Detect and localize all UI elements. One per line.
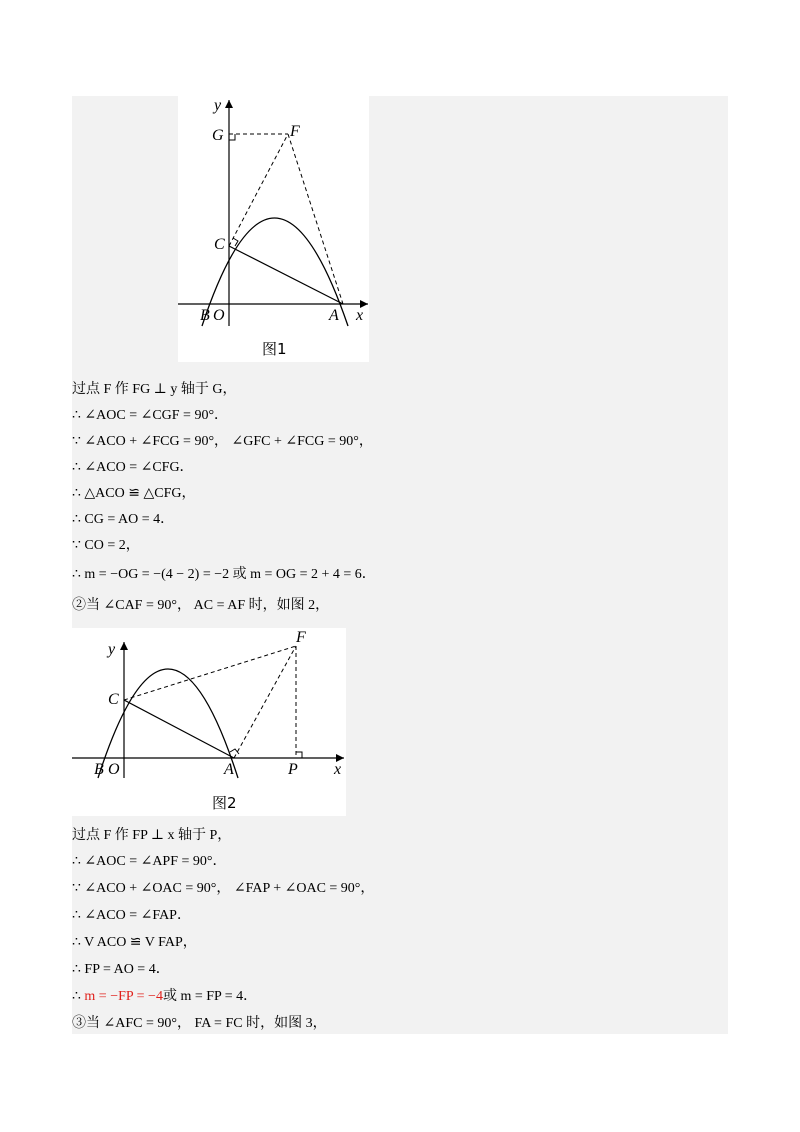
label-O: O (213, 307, 225, 324)
label-P: P (288, 761, 298, 778)
label-A: A (224, 761, 234, 778)
line-15: ∴ FP = AO = 4． (72, 962, 170, 977)
line-7: ∵ CO = 2， (72, 538, 140, 553)
solution-content (72, 96, 728, 1034)
red-equation: m = −FP = −4 (84, 989, 163, 1004)
figure-1 (178, 96, 369, 362)
figure-2-diagram (72, 628, 346, 816)
line-12: ∵ ∠ACO + ∠OAC = 90°， ∠FAP + ∠OAC = 90°， (72, 881, 375, 896)
label-B: B (94, 761, 104, 778)
line-16 (72, 987, 257, 1007)
figure-1-caption: 图1 (262, 340, 287, 358)
label-x: x (356, 307, 364, 324)
line-5: ∴ △ACO ≌ △CFG， (72, 486, 196, 501)
label-y: y (108, 641, 116, 658)
figure-1-diagram (178, 96, 369, 362)
label-F: F (290, 123, 300, 140)
line-17: ③当 ∠AFC = 90°， FA = FC 时，如图 3， (72, 1016, 327, 1031)
line-11: ∴ ∠AOC = ∠APF = 90°． (72, 854, 227, 869)
line-13: ∴ ∠ACO = ∠FAP． (72, 908, 191, 923)
label-A: A (329, 307, 339, 324)
figure-2 (72, 628, 346, 816)
label-C: C (214, 236, 225, 253)
line-10: 过点 F 作 FP ⊥ x 轴于 P， (72, 828, 232, 843)
line-6: ∴ CG = AO = 4． (72, 512, 175, 527)
line-4: ∴ ∠ACO = ∠CFG． (72, 460, 194, 475)
line-14: ∴ V ACO ≌ V FAP， (72, 935, 197, 950)
label-O: O (108, 761, 120, 778)
label-B: B (200, 307, 210, 324)
label-x: x (334, 761, 342, 778)
line-9: ②当 ∠CAF = 90°， AC = AF 时，如图 2， (72, 598, 330, 613)
label-F: F (296, 629, 306, 646)
line-16-prefix: ∴ (72, 989, 85, 1004)
label-G: G (212, 127, 224, 144)
label-y: y (214, 97, 222, 114)
line-16-rest: 或 m = FP = 4． (162, 989, 258, 1004)
figure-2-caption: 图2 (212, 794, 237, 812)
line-2: ∴ ∠AOC = ∠CGF = 90°． (72, 408, 229, 423)
line-1: 过点 F 作 FG ⊥ y 轴于 G， (72, 382, 237, 397)
line-8: ∴ m = −OG = −(4 − 2) = −2 或 m = OG = 2 + 4 = 6． (72, 567, 376, 582)
line-3: ∵ ∠ACO + ∠FCG = 90°， ∠GFC + ∠FCG = 90°， (72, 434, 373, 449)
label-C: C (108, 691, 119, 708)
